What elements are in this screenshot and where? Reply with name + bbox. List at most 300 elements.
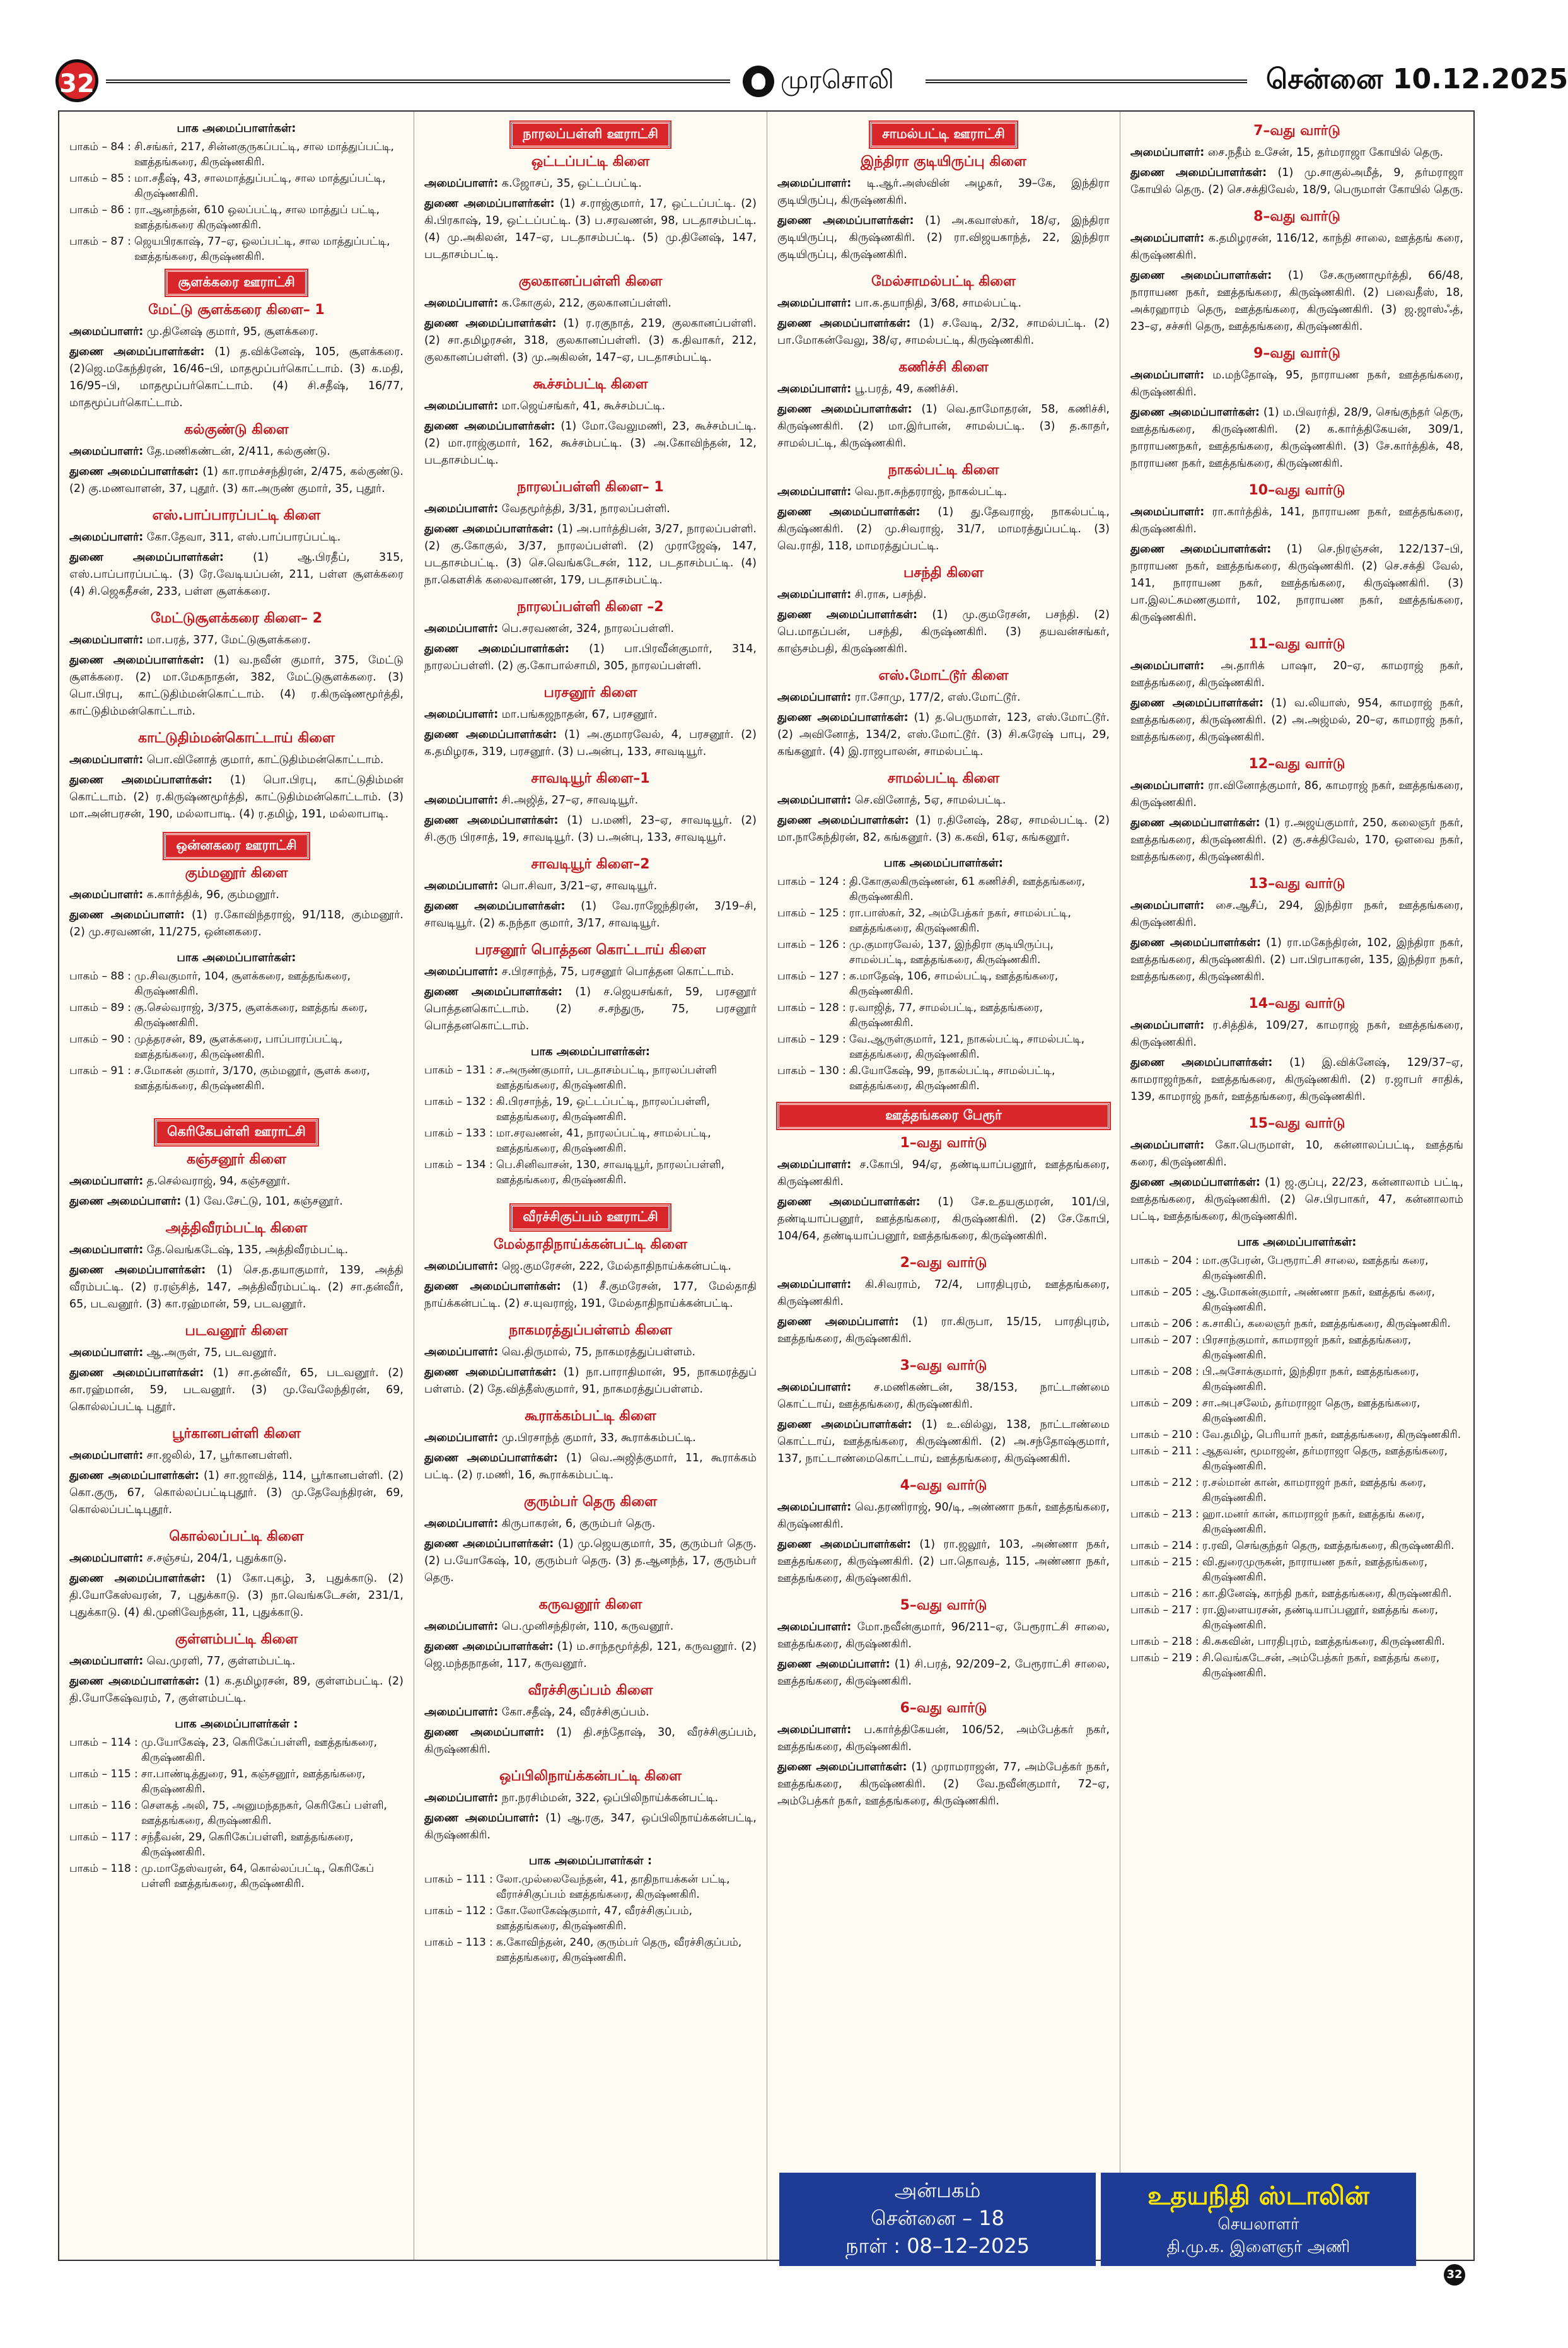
bagam-number: பாகம் – 115 bbox=[69, 1768, 131, 1780]
organizer-value: ச.சஞ்சய், 204/1, புதுக்காடு. bbox=[146, 1552, 287, 1565]
deputy-value: (1) ப.மணி, 23–ஏ, சாவடியூர். (2) சி.குரு பிரசாத், 19, சாவடியூர். (3) ப.அன்பு, 133, சாவடியூர். bbox=[424, 814, 757, 844]
deputy-label: துணை அமைப்பாளர்கள்: bbox=[777, 317, 911, 330]
organizer-label: அமைப்பாளர்: bbox=[424, 503, 499, 515]
kilai-title: மேல்தாதிநாய்க்கன்பட்டி கிளை bbox=[493, 1237, 688, 1253]
bagam-row bbox=[69, 1829, 404, 1860]
organizer-value: பெ.முனிசந்திரன், 110, கருவனூர். bbox=[501, 1620, 674, 1633]
organizer-label: அமைப்பாளர்: bbox=[777, 383, 852, 395]
bagam-row bbox=[1130, 1395, 1463, 1427]
bagam-number: பாகம் – 208 bbox=[1130, 1365, 1192, 1378]
deputy-label: துணை அமைப்பாளர்கள்: bbox=[69, 551, 224, 564]
deputy-value: (1) வ.நவீன் குமார், 375, மேட்டு சூளக்கரை. (2) மா.மேகநாதன், 382, மேட்டுசூளக்கரை. (3) பொ.பிரபு, காட்டுதிம்மன்கொட்டாம். (4) ர.கிருஷ்ணமூர்த்தி, காட்டுதிம்மன்கொட்டாம். bbox=[69, 654, 404, 718]
organizer-line bbox=[1130, 230, 1463, 264]
kilai-section bbox=[69, 1323, 404, 1416]
deputy-label: துணை அமைப்பாளர்கள்: bbox=[424, 420, 555, 433]
deputy-value: (1) சே.கருணாமூர்த்தி, 66/48, நாராயண நகர், ஊத்தங்கரை, கிருஷ்ணகிரி. (2) பவைதீஸ், 18, அக்ரஹாரம் தெரு, ஊத்தங்கரை, கிருஷ்ணகிரி. (3) ஜ.ஜாஸ்ஃத், 23–ஏ, சச்சரி தெரு, ஊத்தங்கரை, கிருஷ்ணகிரி. bbox=[1130, 269, 1463, 333]
bagam-number: பாகம் – 207 bbox=[1130, 1334, 1192, 1346]
bagam-row bbox=[69, 170, 404, 202]
deputy-value: (1) ர.தினேஷ், 28ஏ, சாமல்பட்டி. (2) மா.நாகேந்திரன், 82, கங்கனூர். (3) க.கவி, 61ஏ, கங்கனூர். bbox=[777, 814, 1110, 844]
organizer-line bbox=[777, 1276, 1110, 1311]
bagam-person: முத்தரசன், 89, சூளக்கரை, பாப்பாரப்பட்டி, ஊத்தங்கரை, கிருஷ்ணகிரி. bbox=[134, 1033, 343, 1061]
deputy-line bbox=[777, 812, 1110, 846]
deputy-line bbox=[424, 812, 757, 846]
bagam-colon: : bbox=[1195, 1365, 1199, 1378]
signatory-role: செயலாளர் bbox=[1217, 2215, 1299, 2234]
bagam-number: பாகம் – 127 bbox=[777, 970, 839, 983]
kilai-title: எஸ்.மோட்டூர் கிளை bbox=[878, 668, 1009, 684]
deputy-label: துணை அமைப்பாளர்கள்: bbox=[424, 197, 555, 210]
organizer-line bbox=[777, 587, 1110, 604]
organizer-value: ச.கோபி, 94/ஏ, தண்டியாப்பனூர், ஊத்தங்கரை, கிருஷ்ணகிரி. bbox=[777, 1159, 1110, 1188]
organizer-label: அமைப்பாளர்: bbox=[424, 622, 499, 635]
kilai-title: கூராக்கம்பட்டி கிளை bbox=[525, 1408, 656, 1424]
organizer-value: ச.பிரசாந்த், 75, பரசனூர் பொத்தன கொட்டாம். bbox=[501, 966, 735, 978]
bagam-person: பிரசாந்குமார், காமராஜர் நகர், ஊத்தங்கரை, கிருஷ்ணகிரி. bbox=[1202, 1334, 1412, 1362]
deputy-value: (1) வே.ராஜேந்திரன், 3/19–சி, சாவடியூர். (2) க.நந்தா குமார், 3/17, சாவடியூர். bbox=[424, 900, 757, 930]
deputy-line bbox=[1130, 815, 1463, 866]
deputy-line bbox=[424, 641, 757, 675]
bagam-row bbox=[777, 905, 1110, 937]
deputy-label: துணை அமைப்பாளர்கள்: bbox=[424, 643, 569, 655]
deputy-value: (1) வே.சேட்டு, 101, கஞ்சனூர். bbox=[184, 1195, 343, 1208]
kilai-section bbox=[424, 599, 757, 675]
bagam-row bbox=[69, 968, 404, 1000]
bagam-number: பாகம் – 206 bbox=[1130, 1317, 1192, 1330]
bagam-table bbox=[777, 873, 1110, 1094]
organizer-line bbox=[424, 1344, 757, 1361]
ward-section bbox=[777, 1700, 1110, 1810]
bagam-colon: : bbox=[1195, 1428, 1199, 1441]
organizer-label: அமைப்பாளர்: bbox=[424, 708, 499, 721]
bagam-person: பெ.சினிவாசன், 130, சாவடியூர், நாரலப்பள்ளி, ஊத்தங்கரை, கிருஷ்ணகிரி. bbox=[496, 1159, 725, 1186]
bagam-person: சந்தீவன், 29, கெரிகேப்பள்ளி, ஊத்தங்கரை, கிருஷ்ணகிரி. bbox=[141, 1831, 354, 1859]
kilai-section bbox=[69, 508, 404, 600]
deputy-value: (1) கா.ராமச்சந்திரன், 2/475, கல்குண்டு. (2) கு.மணவாளன், 37, புதூர். (3) கா.அருண் குமார், 35, புதூர். bbox=[69, 465, 404, 495]
deputy-label: துணை அமைப்பாளர்கள்: bbox=[777, 1761, 907, 1773]
panchayat-banner: வீரச்சிகுப்பம் ஊராட்சி bbox=[511, 1205, 670, 1230]
bagam-colon: : bbox=[489, 1095, 493, 1108]
bagam-colon: : bbox=[127, 1033, 131, 1046]
organizer-line bbox=[424, 1258, 757, 1275]
signature-banner bbox=[779, 2173, 1416, 2266]
panchayat-banner: ஒன்னகரை ஊராட்சி bbox=[164, 833, 308, 859]
deputy-line bbox=[424, 1724, 757, 1758]
deputy-line bbox=[69, 652, 404, 720]
bagam-table bbox=[424, 1062, 757, 1188]
organizer-line bbox=[424, 964, 757, 981]
organizer-line bbox=[69, 529, 404, 546]
organizer-value: க.கார்த்திக், 96, கும்மனூர். bbox=[146, 889, 279, 901]
bagam-colon: : bbox=[1195, 1317, 1199, 1330]
deputy-line bbox=[777, 1759, 1110, 1810]
kilai-title: 9–வது வார்டு bbox=[1253, 346, 1340, 361]
organizer-label: அமைப்பாளர்: bbox=[424, 1432, 499, 1444]
bagam-colon: : bbox=[489, 1159, 493, 1171]
bagam-number: பாகம் – 118 bbox=[69, 1862, 131, 1875]
deputy-value: (1) ரா.ஜலூர், 103, அண்ணா நகர், ஊத்தங்கரை, கிருஷ்ணகிரி. (2) பா.தொவத், 115, அண்ணா நகர், ஊத்தங்கரை, கிருஷ்ணகிரி. bbox=[777, 1538, 1110, 1585]
bagam-row bbox=[69, 1000, 404, 1031]
bagam-colon: : bbox=[1195, 1476, 1199, 1489]
deputy-label: துணை அமைப்பாளர்கள்: bbox=[1130, 1056, 1273, 1069]
organizer-label: அமைப்பாளர்: bbox=[1130, 506, 1205, 518]
section-heading: பாக அமைப்பாளர்கள்: bbox=[177, 951, 296, 964]
bagam-colon: : bbox=[842, 907, 846, 920]
organizer-value: கோ.பெருமாள், 10, கன்னாலப்பட்டி, ஊத்தங் கரை, கிருஷ்ணகிரி. bbox=[1130, 1139, 1463, 1169]
kilai-title: நாகமரத்துப்பள்ளம் கிளை bbox=[509, 1323, 672, 1338]
bagam-person: பி.அசோக்குமார், இந்திரா நகர், ஊத்தங்கரை, கிருஷ்ணகிரி. bbox=[1202, 1365, 1419, 1393]
organizer-value: ம.மந்தோஷ், 95, நாராயண நகர், ஊத்தங்கரை, கிருஷ்ணகிரி. bbox=[1130, 369, 1463, 399]
deputy-line bbox=[69, 1570, 404, 1621]
deputy-line bbox=[69, 549, 404, 600]
bagam-colon: : bbox=[1195, 1604, 1199, 1616]
bagam-person: ஜெயபிரகாஷ், 77–ஏ, ஒலப்பட்டி, சால மாத்துப்பட்டி, ஊத்தங்கரை, கிருஷ்ணகிரி. bbox=[134, 235, 390, 263]
organizer-value: சி.அஜித், 27–ஏ, சாவடியூர். bbox=[501, 794, 639, 807]
kilai-section bbox=[424, 479, 757, 589]
kilai-section bbox=[424, 685, 757, 761]
bagam-colon: : bbox=[134, 1799, 138, 1812]
organizer-label: அமைப்பாளர்: bbox=[424, 1706, 499, 1719]
organizer-label: அமைப்பாளர்: bbox=[69, 1449, 144, 1462]
kilai-title: கூச்சம்பட்டி கிளை bbox=[533, 377, 648, 392]
kilai-section bbox=[424, 377, 757, 469]
organizer-line bbox=[69, 1653, 404, 1670]
deputy-value: (1) அ.பார்த்திபன், 3/27, நாரலப்பள்ளி. (2) கு.கோகுல், 3/37, நாரலப்பள்ளி. (2) முராஜேஷ், 147, படதாசம்பட்டி. (3) செ.வெங்கடேசன், 112, படதாசம்பட்டி. (4) நா.கௌசிக் கலைவாணன், 179, படதாசம்பட்டி. bbox=[424, 523, 757, 587]
bagam-colon: : bbox=[134, 1736, 138, 1749]
organizer-line bbox=[1130, 144, 1463, 161]
deputy-value: (1) ஜ.குப்பு, 22/23, கன்னாலாம் பட்டி, ஊத்தங்கரை, கிருஷ்ணகிரி. (2) செ.பிரபாகர், 47, கன்னாலாம் பட்டி, ஊத்தங்கரை, கிருஷ்ணகிரி. bbox=[1130, 1176, 1463, 1223]
kilai-section bbox=[424, 1408, 757, 1484]
organizer-line bbox=[777, 1157, 1110, 1191]
edition-date: சென்னை 10.12.2025 bbox=[1266, 63, 1568, 95]
deputy-label: துணை அமைப்பாளர்கள்: bbox=[777, 1418, 912, 1431]
organizer-value: நா.நரசிம்மன், 322, ஒப்பிலிநாய்க்கன்பட்டி. bbox=[501, 1792, 719, 1804]
deputy-value: (1) ர.அஜய்குமார், 250, கலைஞர் நகர், ஊத்தங்கரை, கிருஷ்ணகிரி. (2) கு.சக்திவேல், 170, ஒளவை நகர், ஊத்தங்கரை, கிருஷ்ணகிரி. bbox=[1130, 817, 1463, 863]
signatory-name: உதயநிதி ஸ்டாலின் bbox=[1147, 2182, 1369, 2211]
bagam-person: மா.சதீஷ், 43, சாலமாத்துப்பட்டி, சால மாத்துப்பட்டி, கிருஷ்ணகிரி. bbox=[134, 172, 386, 200]
kilai-section bbox=[69, 1152, 404, 1210]
bagam-colon: : bbox=[127, 204, 131, 216]
ward-section bbox=[777, 1358, 1110, 1468]
organizer-value: ப.கார்த்திகேயன், 106/52, அம்பேத்கர் நகர், ஊத்தங்கரை, கிருஷ்ணகிரி. bbox=[777, 1724, 1110, 1753]
bagam-person: ரா.இளையரசன், தண்டியாப்பனூர், ஊத்தங் கரை, கிருஷ்ணகிரி. bbox=[1202, 1604, 1439, 1632]
bagam-row bbox=[1130, 1316, 1463, 1332]
bagam-colon: : bbox=[134, 1862, 138, 1875]
bagam-number: பாகம் – 88 bbox=[69, 970, 125, 983]
bagam-colon: : bbox=[1195, 1635, 1199, 1648]
rooster-logo-icon bbox=[743, 66, 774, 97]
bagam-number: பாகம் – 205 bbox=[1130, 1286, 1192, 1299]
bagam-row bbox=[424, 1125, 757, 1157]
organizer-label: அமைப்பாளர்: bbox=[1130, 1019, 1205, 1032]
kilai-section bbox=[69, 302, 404, 412]
bagam-number: பாகம் – 114 bbox=[69, 1736, 131, 1749]
bagam-number: பாகம் – 85 bbox=[69, 172, 125, 185]
panchayat-banner: கெரிகேபள்ளி ஊராட்சி bbox=[155, 1119, 318, 1145]
bagam-person: மு.யோகேஷ், 23, கெரிகேப்பள்ளி, ஊத்தங்கரை, கிருஷ்ணகிரி. bbox=[141, 1736, 377, 1764]
kilai-title: பூர்கானபள்ளி கிளை bbox=[172, 1426, 301, 1442]
bagam-number: பாகம் – 125 bbox=[777, 907, 839, 920]
kilai-title: 6–வது வார்டு bbox=[900, 1700, 987, 1716]
organizer-label: அமைப்பாளர்: bbox=[424, 297, 499, 310]
kilai-title: 12–வது வார்டு bbox=[1248, 756, 1345, 772]
deputy-value: (1) ச.வேடி, 2/32, சாமல்பட்டி. (2) பா.மோகன்வேலு, 38/ஏ, சாமல்பட்டி, கிருஷ்ணகிரி. bbox=[777, 317, 1110, 347]
bagam-row bbox=[424, 1934, 757, 1966]
deputy-value: (1) உ.வில்லு, 138, நாட்டாண்மை கொட்டாய், ஊத்தங்கரை, கிருஷ்ணகிரி. (2) அ.சந்தோஷ்குமார், 137, நாட்டாண்மைகொட்டாய், ஊத்தங்கரை, கிருஷ்ணகிரி. bbox=[777, 1418, 1110, 1465]
organizer-line bbox=[69, 1447, 404, 1464]
bagam-person: ஆ.மோகன்குமார், அண்ணா நகர், ஊத்தங் கரை, கிருஷ்ணகிரி. bbox=[1202, 1286, 1435, 1314]
organizer-line bbox=[424, 706, 757, 723]
column-4 bbox=[1120, 112, 1473, 2260]
organizer-label: அமைப்பாளர்: bbox=[424, 1620, 499, 1633]
kilai-title: 11–வது வார்டு bbox=[1248, 636, 1345, 652]
deputy-value: (1) கோ.புகழ், 3, புதுக்காடு. (2) தி.யோகேஸ்வரன், 7, புதுக்காடு. (3) நா.வெங்கடேசன், 231/1, புதுக்காடு. (4) கி.முனிவேந்தன், 11, புதுக்காடு. bbox=[69, 1572, 404, 1619]
ward-section bbox=[777, 1597, 1110, 1690]
deputy-label: துணை அமைப்பாளர்கள்: bbox=[1130, 166, 1267, 179]
bagam-number: பாகம் – 215 bbox=[1130, 1556, 1192, 1568]
ward-section bbox=[1130, 756, 1463, 866]
ward-section bbox=[1130, 209, 1463, 336]
organizer-value: பா.க.தயாநிதி, 3/68, சாமல்பட்டி. bbox=[854, 297, 1022, 310]
bagam-colon: : bbox=[1195, 1254, 1199, 1267]
kilai-title: பரசனூர் பொத்தன கொட்டாய் கிளை bbox=[475, 942, 706, 958]
deputy-label: துணை அமைப்பாளர்கள்: bbox=[69, 1469, 199, 1482]
bagam-person: ஹா.மனர் கான், காமராஜர் நகர், ஊத்தங் கரை, கிருஷ்ணகிரி. bbox=[1202, 1508, 1425, 1536]
deputy-label: துணை அமைப்பாளர்: bbox=[777, 1316, 899, 1328]
ward-section bbox=[1130, 996, 1463, 1106]
deputy-value: (1) பொ.பிரபு, காட்டுதிம்மன் கொட்டாம். (2) ர.கிருஷ்ணமூர்த்தி, காட்டுதிம்மன்கொட்டாம். (3) மா.அன்பரசன், 190, மல்லாபாடி. (4) ர.தமிழ், 191, மல்லாபாடி. bbox=[69, 774, 404, 821]
bagam-number: பாகம் – 216 bbox=[1130, 1587, 1192, 1600]
organizer-line bbox=[424, 1516, 757, 1533]
peroor-banner: ஊத்தங்கரை பேரூர் bbox=[777, 1103, 1110, 1129]
kilai-title: குலகானப்பள்ளி கிளை bbox=[518, 274, 663, 289]
kilai-title: 10–வது வார்டு bbox=[1248, 482, 1345, 498]
bagam-person: வி.துரைமுருகன், நாராயண நகர், ஊத்தங்கரை, கிருஷ்ணகிரி. bbox=[1202, 1556, 1428, 1584]
deputy-label: துணை அமைப்பாளர்: bbox=[424, 1812, 539, 1825]
bagam-colon: : bbox=[127, 235, 131, 248]
deputy-label: துணை அமைப்பாளர்கள்: bbox=[424, 317, 557, 330]
organizer-label: அமைப்பாளர்: bbox=[424, 400, 499, 412]
deputy-value: (1) பா.பிரவீன்குமார், 314, நாரலப்பள்ளி. (2) கு.கோபால்சாமி, 305, நாரலப்பள்ளி. bbox=[424, 643, 757, 672]
deputy-line bbox=[777, 1314, 1110, 1348]
footer-page-number: 32 bbox=[1444, 2264, 1465, 2286]
organizer-line bbox=[69, 1550, 404, 1567]
organizer-value: வெ.திருமால், 75, நாகமரத்துப்பள்ளம். bbox=[501, 1346, 696, 1358]
bagam-number: பாகம் – 133 bbox=[424, 1127, 486, 1140]
ward-section bbox=[1130, 346, 1463, 472]
deputy-label: துணை அமைப்பாளர்கள்: bbox=[69, 654, 204, 667]
deputy-value: (1) வெ.அஜித்குமார், 11, கூராக்கம் பட்டி. (2) ர.மணி, 16, கூராக்கம்பட்டி. bbox=[424, 1452, 757, 1481]
deputy-line bbox=[69, 772, 404, 823]
deputy-line bbox=[777, 401, 1110, 452]
organizer-value: ரா.கார்த்திக், 141, நாராயண நகர், ஊத்தங்கரை, கிருஷ்ணகிரி. bbox=[1130, 506, 1463, 535]
organizer-label: அமைப்பாளர்: bbox=[777, 1621, 852, 1633]
bagam-person: ஆதவன், மூமாஜன், தர்மராஜா தெரு, ஊத்தங்கரை, கிருஷ்ணகிரி. bbox=[1202, 1445, 1448, 1473]
kilai-title: ஒட்டப்பட்டி கிளை bbox=[531, 154, 650, 170]
organizer-label: அமைப்பாளர்: bbox=[69, 531, 144, 544]
organizer-label: அமைப்பாளர்: bbox=[69, 634, 144, 646]
deputy-label: துணை அமைப்பாளர்கள்: bbox=[1130, 697, 1263, 710]
bagam-person: தி.கோகுலகிருஷ்ணன், 61 கணிச்சி, ஊத்தங்கரை, கிருஷ்ணகிரி. bbox=[849, 875, 1086, 903]
deputy-line bbox=[1130, 1054, 1463, 1106]
column-3 bbox=[767, 112, 1120, 2260]
bagam-colon: : bbox=[1195, 1397, 1199, 1410]
organizer-value: அ.தாரிக் பாஷா, 20–ஏ, காமராஜ் நகர், ஊத்தங்கரை, கிருஷ்ணகிரி. bbox=[1130, 660, 1463, 689]
deputy-label: துணை அமைப்பாளர்கள்: bbox=[69, 346, 205, 358]
bagam-person: க.சாகிப், கலைஞர் நகர், ஊத்தங்கரை, கிருஷ்ணகிரி. bbox=[1202, 1317, 1451, 1330]
bagam-number: பாகம் – 218 bbox=[1130, 1635, 1192, 1648]
organizer-line bbox=[777, 381, 1110, 398]
deputy-label: துணை அமைப்பாளர்கள்: bbox=[777, 214, 914, 227]
organizer-line bbox=[1130, 658, 1463, 692]
bagam-person: ச.அருண்குமார், படதாசம்பட்டி, நாரலப்பள்ளி ஊத்தங்கரை, கிருஷ்ணகிரி. bbox=[496, 1064, 717, 1092]
organizer-line bbox=[424, 878, 757, 895]
organizer-value: சை.ஆசீப், 294, இந்திரா நகர், ஊத்தங்கரை, கிருஷ்ணகிரி. bbox=[1130, 899, 1463, 929]
deputy-label: துணை அமைப்பாளர்: bbox=[777, 1658, 890, 1671]
deputy-label: துணை அமைப்பாளர்கள்: bbox=[424, 1538, 554, 1550]
bagam-number: பாகம் – 211 bbox=[1130, 1445, 1192, 1457]
bagam-table bbox=[69, 139, 404, 265]
organizer-line bbox=[69, 632, 404, 649]
kilai-section bbox=[424, 1323, 757, 1398]
ward-section bbox=[777, 1255, 1110, 1348]
organizer-value: பொ.வினோத் குமார், காட்டுதிம்மன்கொட்டாம். bbox=[146, 754, 384, 766]
deputy-line bbox=[69, 907, 404, 941]
bagam-number: பாகம் – 213 bbox=[1130, 1508, 1192, 1521]
kilai-section bbox=[69, 610, 404, 720]
organizer-label: அமைப்பாளர்: bbox=[69, 1655, 144, 1668]
organizer-value: ர.சித்திக், 109/27, காமராஜ் நகர், ஊத்தங்கரை, கிருஷ்ணகிரி. bbox=[1130, 1019, 1463, 1049]
bagam-row bbox=[424, 1157, 757, 1188]
bagam-number: பாகம் – 128 bbox=[777, 1002, 839, 1014]
organizer-line bbox=[424, 398, 757, 415]
kilai-section bbox=[69, 422, 404, 498]
deputy-line bbox=[424, 898, 757, 932]
organizer-line bbox=[69, 443, 404, 460]
bagam-colon: : bbox=[1195, 1556, 1199, 1568]
deputy-value: (1) ர.கோவிந்தராஜ், 91/118, கும்மனூர். (2) மு.சரவணன், 11/275, ஒன்னகரை. bbox=[69, 909, 404, 938]
kilai-title: பரசனூர் கிளை bbox=[543, 685, 637, 701]
deputy-value: (1) மு.குமரேசன், பசந்தி. (2) பெ.மாதப்பன், பசந்தி, கிருஷ்ணகிரி. (3) தயவன்சங்கர், காஞ்சம்பதி, கிருஷ்ணகிரி. bbox=[777, 609, 1110, 655]
bagam-row bbox=[424, 1871, 757, 1903]
kilai-section bbox=[424, 1768, 757, 1844]
organizer-value: ரா.சோமு, 177/2, எஸ்.மோட்டூர். bbox=[854, 691, 1021, 704]
kilai-title: வீரச்சிகுப்பம் கிளை bbox=[528, 1683, 653, 1698]
bagam-row bbox=[777, 937, 1110, 968]
organizer-line bbox=[424, 1618, 757, 1635]
banner-date: நாள் : 08–12–2025 bbox=[845, 2234, 1030, 2258]
bagam-row bbox=[69, 1860, 404, 1892]
kilai-title: காட்டுதிம்மன்கொட்டாய் கிளை bbox=[138, 730, 335, 746]
bagam-colon: : bbox=[489, 1905, 493, 1917]
organizer-label: அமைப்பாளர்: bbox=[777, 1159, 852, 1171]
deputy-line bbox=[424, 984, 757, 1035]
organizer-label: அமைப்பாளர்: bbox=[1130, 369, 1205, 382]
kilai-title: நாரலப்பள்ளி கிளை –2 bbox=[517, 599, 664, 615]
kilai-title: இந்திரா குடியிருப்பு கிளை bbox=[860, 154, 1027, 170]
deputy-label: துணை அமைப்பாளர்கள்: bbox=[777, 506, 920, 518]
deputy-label: துணை அமைப்பாளர்கள்: bbox=[1130, 269, 1272, 282]
bagam-row bbox=[777, 968, 1110, 1000]
panchayat-banner: சாமல்பட்டி ஊராட்சி bbox=[870, 122, 1017, 148]
deputy-line bbox=[69, 1365, 404, 1416]
deputy-label: துணை அமைப்பாளர்கள்: bbox=[424, 1640, 554, 1653]
organizer-value: டி.ஆர்.அஸ்வின் அழகர், 39–கே, இந்திரா குடியிருப்பு, கிருஷ்ணகிரி. bbox=[777, 177, 1110, 207]
deputy-line bbox=[1130, 1174, 1463, 1225]
deputy-label: துணை அமைப்பாளர்கள்: bbox=[1130, 1176, 1260, 1189]
organizer-value: பொ.சிவா, 3/21–ஏ, சாவடியூர். bbox=[501, 880, 658, 892]
bagam-person: க.மாதேஷ், 106, சாமல்பட்டி, ஊத்தங்கரை, கிருஷ்ணகிரி. bbox=[849, 970, 1059, 998]
bagam-row bbox=[1130, 1284, 1463, 1316]
bagam-person: ச.மோகன் குமார், 3/170, கும்மனூர், சூளக் கரை, ஊத்தங்கரை, கிருஷ்ணகிரி. bbox=[134, 1065, 370, 1092]
organizer-label: அமைப்பாளர்: bbox=[424, 1792, 499, 1804]
bagam-colon: : bbox=[134, 1831, 138, 1843]
kilai-title: 7–வது வார்டு bbox=[1253, 123, 1340, 139]
deputy-line bbox=[777, 1656, 1110, 1690]
page-number-badge: 32 bbox=[55, 59, 98, 102]
deputy-line bbox=[777, 504, 1110, 555]
bagam-colon: : bbox=[1195, 1445, 1199, 1457]
organizer-value: பெ.சரவணன், 324, நாரலப்பள்ளி. bbox=[501, 622, 675, 635]
deputy-value: (1) அ.கவாஸ்கர், 18/ஏ, இந்திரா குடியிருப்பு, கிருஷ்ணகிரி. (2) ரா.விஜயகாந்த், 22, இந்திரா குடியிருப்பு, கிருஷ்ணகிரி. bbox=[777, 214, 1110, 261]
organizer-line bbox=[69, 1242, 404, 1259]
organizer-label: அமைப்பாளர்: bbox=[777, 691, 852, 704]
section-heading: பாக அமைப்பாளர்கள்: bbox=[1237, 1235, 1357, 1249]
organizer-value: வெ.தரணிராஜ், 90/டி, அண்ணா நகர், ஊத்தங்கரை, கிருஷ்ணகிரி. bbox=[777, 1501, 1110, 1531]
kilai-title: சாமல்பட்டி கிளை bbox=[887, 771, 1000, 786]
deputy-label: துணை அமைப்பாளர்கள்: bbox=[69, 1264, 206, 1276]
kilai-title: கும்மனூர் கிளை bbox=[185, 865, 288, 881]
bagam-colon: : bbox=[1195, 1508, 1199, 1521]
deputy-value: (1) அ.குமாரவேல், 4, பரசனூர். (2) க.தமிழரசு, 319, பரசனூர். (3) ப.அன்பு, 133, சாவடியூர். bbox=[424, 728, 757, 758]
bagam-person: கி.பிரசாந்த், 19, ஒட்டப்பட்டி, நாரலப்பள்ளி, ஊத்தங்கரை, கிருஷ்ணகிரி. bbox=[496, 1095, 710, 1123]
organizer-value: கோ.சதீஷ், 24, வீரச்சிகுப்பம். bbox=[501, 1706, 649, 1719]
kilai-title: குள்ளம்பட்டி கிளை bbox=[175, 1632, 298, 1647]
deputy-value: (1) சா.தன்வீர், 65, படவனூர். (2) கா.ரஹ்மான், 59, படவனூர். (3) மு.வேலேந்திரன், 69, கொல்லப்பட்டி புதூர். bbox=[69, 1367, 404, 1413]
organizer-line bbox=[424, 1430, 757, 1447]
organizer-label: அமைப்பாளர்: bbox=[69, 325, 144, 338]
organizer-value: சா.ஜலில், 17, பூர்கானபள்ளி. bbox=[146, 1449, 293, 1462]
organizer-label: அமைப்பாளர்: bbox=[777, 588, 852, 601]
bagam-row bbox=[1130, 1427, 1463, 1443]
organizer-value: த.செல்வராஜ், 94, கஞ்சனூர். bbox=[146, 1175, 291, 1188]
deputy-label: துணை அமைப்பாளர்கள்: bbox=[424, 900, 566, 913]
deputy-label: துணை அமைப்பாளர்கள்: bbox=[424, 1280, 561, 1293]
deputy-line bbox=[424, 1450, 757, 1484]
bagam-colon: : bbox=[489, 1064, 493, 1077]
organizer-value: கோ.தேவா, 311, எஸ்.பாப்பாரப்பட்டி. bbox=[146, 531, 341, 544]
organizer-value: கி.சிவராம், 72/4, பாரதிபுரம், ஊத்தங்கரை, கிருஷ்ணகிரி. bbox=[777, 1278, 1110, 1308]
kilai-title: நாரலப்பள்ளி கிளை– 1 bbox=[517, 479, 664, 495]
banner-signatory-box bbox=[1101, 2173, 1416, 2266]
bagam-number: பாகம் – 89 bbox=[69, 1002, 125, 1014]
section-heading: பாக அமைப்பாளர்கள்: bbox=[884, 856, 1003, 870]
bagam-number: பாகம் – 113 bbox=[424, 1936, 486, 1949]
bagam-colon: : bbox=[1195, 1334, 1199, 1346]
organizer-line bbox=[1130, 1017, 1463, 1051]
panchayat-banner: நாரலப்பள்ளி ஊராட்சி bbox=[511, 122, 670, 148]
bagam-row bbox=[1130, 1650, 1463, 1681]
deputy-value: (1) ரா.கிருபா, 15/15, பாரதிபுரம், ஊத்தங்கரை, கிருஷ்ணகிரி. bbox=[777, 1316, 1110, 1345]
deputy-line bbox=[777, 1194, 1110, 1245]
organizer-value: ஜெ.குமரேசன், 222, மேல்தாதிநாய்க்கன்பட்டி. bbox=[501, 1260, 731, 1273]
bagam-number: பாகம் – 134 bbox=[424, 1159, 486, 1171]
organizer-value: சி.ராசு, பசந்தி. bbox=[854, 588, 927, 601]
deputy-value: (1) செ.த.தயாகுமார், 139, அத்தி வீரம்பட்டி. (2) ர.ரஞ்சித், 147, அத்திவீரம்பட்டி. (2) சா.தன்வீர், 65, படவனூர். (3) கா.ரஹ்மான், 59, படவனூர். bbox=[69, 1264, 404, 1311]
organizer-label: அமைப்பாளர்: bbox=[424, 794, 499, 807]
organizer-value: வெ.நா.சுந்தரராஜ், நாகல்பட்டி. bbox=[854, 486, 1008, 498]
bagam-number: பாகம் – 217 bbox=[1130, 1604, 1192, 1616]
ward-section bbox=[1130, 876, 1463, 986]
